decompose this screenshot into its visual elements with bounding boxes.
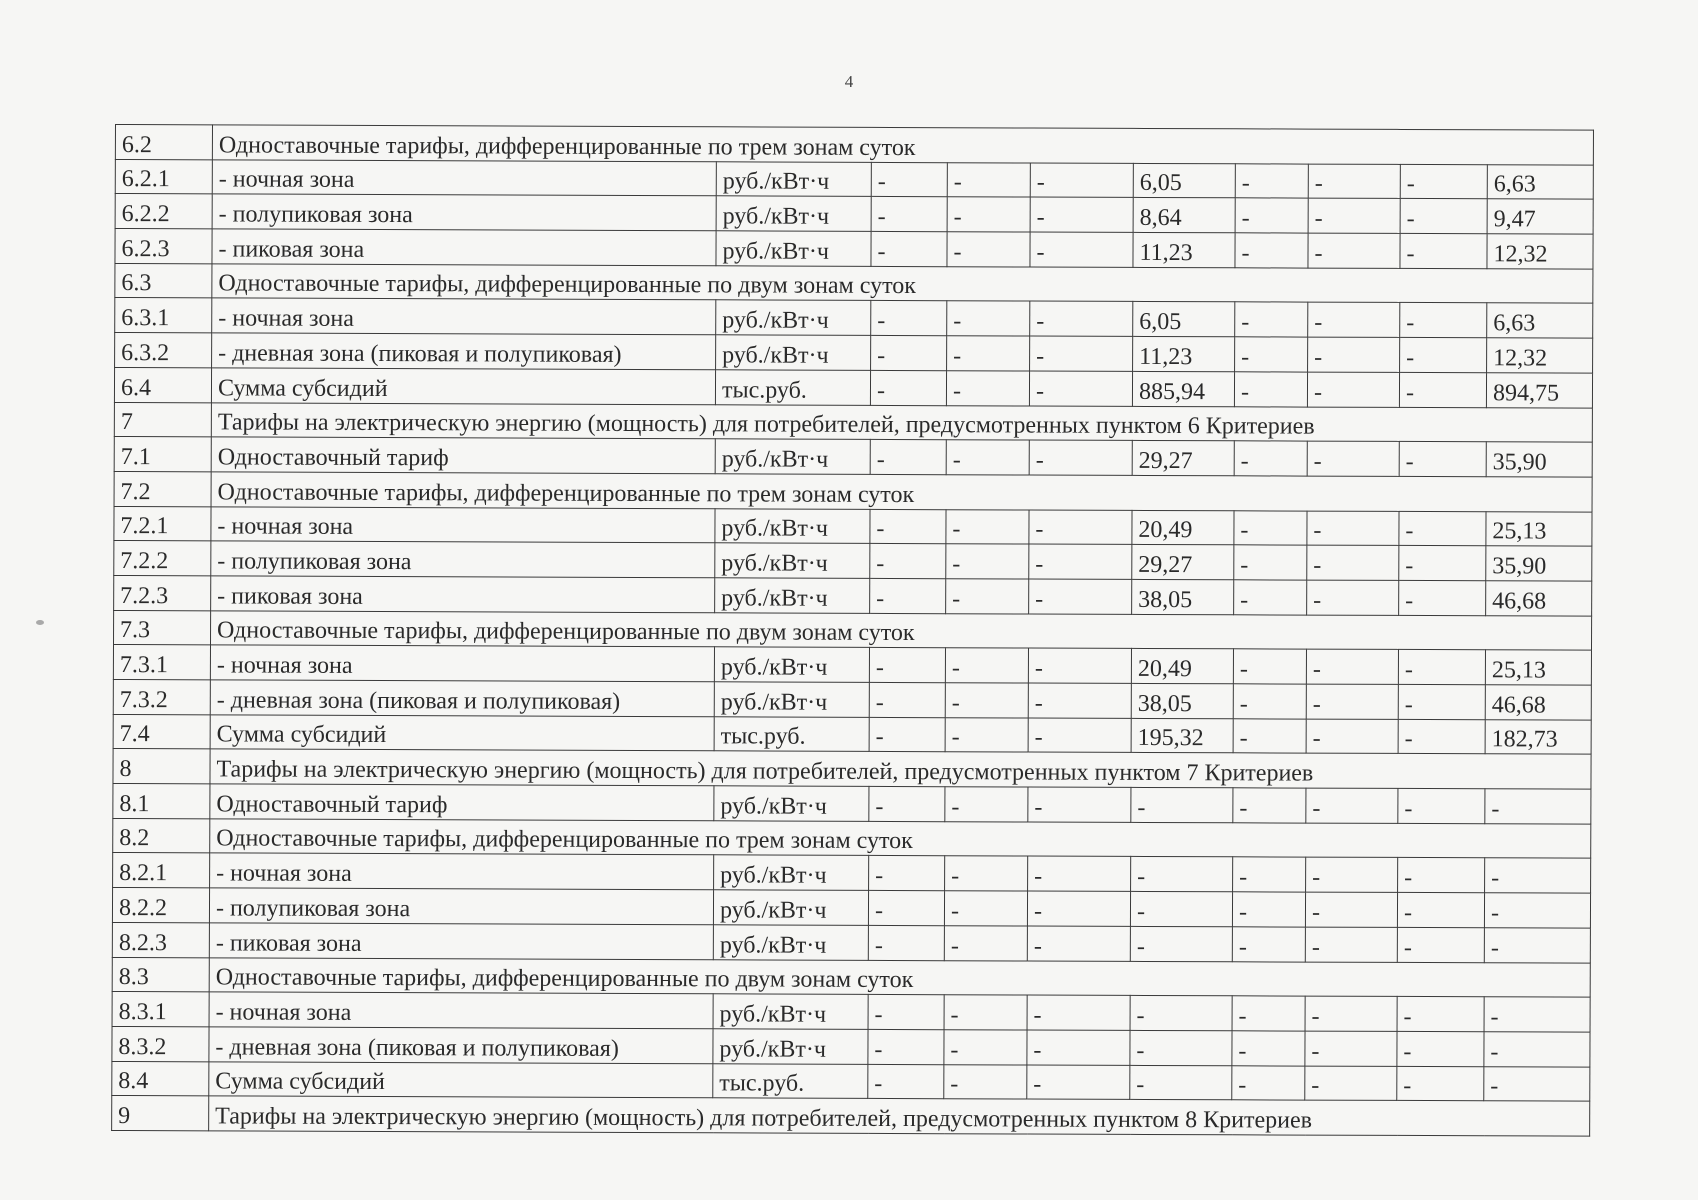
value-cell: 12,32 [1487, 234, 1593, 269]
value-cell: - [1233, 649, 1306, 684]
value-cell: - [1130, 996, 1232, 1031]
value-cell: 20,49 [1132, 510, 1234, 545]
value-cell: - [1484, 1032, 1590, 1067]
table-section-row [114, 471, 1592, 511]
value-cell: - [1030, 163, 1133, 198]
value-cell: - [870, 578, 946, 613]
value-cell: - [1398, 650, 1485, 685]
value-cell: 6,05 [1133, 163, 1235, 198]
value-cell: - [870, 440, 946, 475]
value-cell: 195,32 [1131, 718, 1233, 753]
value-cell: - [1130, 1065, 1232, 1100]
value-cell: - [947, 301, 1030, 336]
value-cell: - [945, 787, 1028, 822]
value-cell: - [871, 162, 947, 197]
row-label-cell: Одноставочный тариф [211, 437, 715, 474]
value-cell: - [1306, 858, 1398, 893]
value-cell: - [1232, 927, 1305, 962]
row-number-cell: 8.4 [112, 1061, 209, 1096]
row-number-cell: 8.2 [113, 818, 210, 853]
section-title-cell: Тарифы на электрическую энергию (мощность) для потребителей, предусмотренных пунктом 8 Критериев [209, 1096, 1590, 1136]
value-cell: - [870, 544, 946, 579]
row-number-cell: 7.2.1 [114, 506, 211, 541]
value-cell: - [871, 197, 947, 232]
table-row [113, 679, 1591, 719]
value-cell: - [947, 336, 1030, 371]
row-number-cell: 6.2.3 [115, 229, 212, 264]
value-cell: 894,75 [1486, 373, 1592, 408]
row-label-cell: - пиковая зона [209, 923, 713, 960]
value-cell: 25,13 [1486, 511, 1592, 546]
value-cell: - [1399, 511, 1486, 546]
value-cell: - [1029, 440, 1132, 475]
value-cell: - [1233, 684, 1306, 719]
value-cell: - [1398, 858, 1485, 893]
value-cell: - [1235, 233, 1308, 268]
row-label-cell: Сумма субсидий [210, 715, 714, 752]
value-cell: 11,23 [1133, 337, 1235, 372]
value-cell: - [1308, 198, 1400, 233]
row-number-cell: 6.2 [115, 125, 212, 160]
value-cell: - [1233, 718, 1306, 753]
value-cell: 9,47 [1487, 199, 1593, 234]
table-row [112, 888, 1590, 928]
value-cell: - [1232, 996, 1305, 1031]
value-cell: - [1027, 926, 1130, 961]
value-cell: - [946, 544, 1029, 579]
value-cell: - [1028, 683, 1131, 718]
row-number-cell: 8.3.2 [112, 1026, 209, 1061]
row-label-cell: - полупиковая зона [211, 541, 715, 578]
unit-cell: тыс.руб. [713, 1063, 868, 1098]
value-cell: - [1030, 301, 1133, 336]
table-row [112, 992, 1590, 1032]
row-number-cell: 9 [112, 1096, 209, 1131]
row-number-cell: 6.3.2 [115, 333, 212, 368]
value-cell: - [945, 683, 1028, 718]
value-cell: - [1399, 442, 1486, 477]
value-cell: - [1308, 303, 1400, 338]
value-cell: - [1028, 718, 1131, 753]
value-cell: - [1233, 857, 1306, 892]
value-cell: - [1398, 788, 1485, 823]
table-row [112, 922, 1590, 962]
value-cell: - [1030, 232, 1133, 267]
row-number-cell: 8.3.1 [112, 992, 209, 1027]
table-row [115, 229, 1593, 269]
value-cell: - [1484, 928, 1590, 963]
scan-speck [36, 620, 44, 625]
value-cell: 20,49 [1131, 649, 1233, 684]
value-cell: - [1130, 1030, 1232, 1065]
value-cell: - [1130, 926, 1232, 961]
row-number-cell: 8.3 [112, 957, 209, 992]
row-number-cell: 6.2.1 [115, 159, 212, 194]
value-cell: - [1131, 857, 1233, 892]
value-cell: - [1234, 510, 1307, 545]
value-cell: - [1399, 546, 1486, 581]
row-number-cell: 6.3 [115, 263, 212, 298]
table-section-row [112, 957, 1590, 997]
value-cell: - [1397, 927, 1484, 962]
value-cell: - [869, 717, 945, 752]
value-cell: - [946, 440, 1029, 475]
row-label-cell: - дневная зона (пиковая и полупиковая) [212, 333, 716, 370]
value-cell: - [1307, 545, 1399, 580]
value-cell: 46,68 [1485, 685, 1591, 720]
value-cell: - [946, 509, 1029, 544]
row-number-cell: 7.3 [114, 610, 211, 645]
row-number-cell: 8.2.1 [113, 853, 210, 888]
value-cell: - [1028, 648, 1131, 683]
section-title-cell: Одноставочные тарифы, дифференцированные по двум зонам суток [212, 264, 1593, 304]
value-cell: - [1484, 1066, 1590, 1101]
section-title-cell: Одноставочные тарифы, дифференцированные по двум зонам суток [209, 957, 1590, 997]
value-cell: - [1232, 1031, 1305, 1066]
value-cell: - [1307, 372, 1399, 407]
section-title-cell: Одноставочные тарифы, дифференцированные по трем зонам суток [210, 819, 1591, 859]
table-section-row [115, 263, 1593, 303]
table-row [113, 645, 1591, 685]
value-cell: - [1308, 233, 1400, 268]
unit-cell: руб./кВт·ч [713, 1029, 868, 1064]
row-number-cell: 6.3.1 [115, 298, 212, 333]
value-cell: - [1307, 441, 1399, 476]
value-cell: - [868, 995, 944, 1030]
page-number: 4 [844, 72, 854, 91]
value-cell: - [1029, 371, 1132, 406]
unit-cell: тыс.руб. [714, 716, 869, 751]
unit-cell: руб./кВт·ч [714, 855, 869, 890]
row-label-cell: - полупиковая зона [209, 888, 713, 925]
table-section-row [115, 125, 1593, 165]
row-label-cell: - пиковая зона [212, 229, 716, 266]
table-row [115, 159, 1593, 199]
value-cell: - [1308, 337, 1400, 372]
value-cell: 38,05 [1132, 579, 1234, 614]
value-cell: - [944, 926, 1027, 961]
value-cell: - [1397, 997, 1484, 1032]
table-row [113, 784, 1591, 824]
row-label-cell: - полупиковая зона [212, 194, 716, 231]
row-label-cell: - ночная зона [212, 160, 716, 197]
value-cell: - [1305, 1031, 1397, 1066]
value-cell: - [1399, 580, 1486, 615]
value-cell: - [1233, 788, 1306, 823]
value-cell: 38,05 [1131, 683, 1233, 718]
value-cell: - [1306, 649, 1398, 684]
row-number-cell: 8.2.2 [112, 888, 209, 923]
value-cell: - [1029, 510, 1132, 545]
section-title-cell: Тарифы на электрическую энергию (мощность) для потребителей, предусмотренных пунктом 6 Критериев [211, 402, 1592, 442]
unit-cell: руб./кВт·ч [715, 439, 870, 474]
value-cell: - [868, 1064, 944, 1099]
value-cell: 885,94 [1132, 371, 1234, 406]
value-cell: 6,05 [1133, 302, 1235, 337]
value-cell: 46,68 [1486, 581, 1592, 616]
unit-cell: руб./кВт·ч [713, 890, 868, 925]
row-label-cell: Сумма субсидий [209, 1061, 713, 1098]
value-cell: 8,64 [1133, 198, 1235, 233]
table-section-row [113, 749, 1591, 789]
value-cell: 29,27 [1132, 545, 1234, 580]
value-cell: - [869, 648, 945, 683]
value-cell: - [944, 1064, 1027, 1099]
value-cell: - [947, 197, 1030, 232]
value-cell: 6,63 [1487, 164, 1593, 199]
value-cell: - [1306, 719, 1398, 754]
value-cell: - [1484, 997, 1590, 1032]
row-label-cell: Сумма субсидий [211, 368, 715, 405]
value-cell: - [1234, 372, 1307, 407]
value-cell: - [1235, 163, 1308, 198]
table-row [112, 1061, 1590, 1101]
table-row [114, 367, 1592, 407]
value-cell: - [1131, 787, 1233, 822]
unit-cell: руб./кВт·ч [714, 786, 869, 821]
value-cell: - [871, 301, 947, 336]
value-cell: - [870, 509, 946, 544]
value-cell: - [1400, 199, 1487, 234]
section-title-cell: Тарифы на электрическую энергию (мощность) для потребителей, предусмотренных пунктом 7 Критериев [210, 749, 1591, 789]
value-cell: - [1028, 856, 1131, 891]
value-cell: - [1232, 1065, 1305, 1100]
row-label-cell: - ночная зона [210, 645, 714, 682]
table-section-row [112, 1096, 1590, 1136]
value-cell: 35,90 [1486, 546, 1592, 581]
unit-cell: руб./кВт·ч [716, 161, 871, 196]
unit-cell: руб./кВт·ч [716, 196, 871, 231]
row-number-cell: 7.2.3 [114, 575, 211, 610]
unit-cell: руб./кВт·ч [714, 682, 869, 717]
row-label-cell: - ночная зона [212, 298, 716, 335]
value-cell: - [871, 336, 947, 371]
unit-cell: руб./кВт·ч [713, 994, 868, 1029]
row-label-cell: - дневная зона (пиковая и полупиковая) [209, 1027, 713, 1064]
value-cell: - [1308, 164, 1400, 199]
value-cell: - [1235, 337, 1308, 372]
row-number-cell: 8 [113, 749, 210, 784]
unit-cell: тыс.руб. [715, 370, 870, 405]
value-cell: - [1400, 164, 1487, 199]
row-label-cell: - ночная зона [211, 506, 715, 543]
value-cell: - [1484, 893, 1590, 928]
row-number-cell: 7.2.2 [114, 541, 211, 576]
value-cell: 182,73 [1485, 719, 1591, 754]
value-cell: - [1399, 372, 1486, 407]
table-row [115, 194, 1593, 234]
value-cell: - [1307, 580, 1399, 615]
value-cell: - [1029, 579, 1132, 614]
value-cell: - [945, 717, 1028, 752]
value-cell: - [869, 856, 945, 891]
value-cell: - [1398, 719, 1485, 754]
unit-cell: руб./кВт·ч [713, 925, 868, 960]
value-cell: - [1030, 336, 1133, 371]
unit-cell: руб./кВт·ч [716, 300, 871, 335]
row-label-cell: - пиковая зона [211, 576, 715, 613]
value-cell: - [945, 648, 1028, 683]
table-row [115, 333, 1593, 373]
value-cell: - [870, 370, 946, 405]
table-row [115, 298, 1593, 338]
section-title-cell: Одноставочные тарифы, дифференцированные по трем зонам суток [211, 472, 1592, 512]
table-section-row [113, 818, 1591, 858]
row-label-cell: - дневная зона (пиковая и полупиковая) [210, 680, 714, 717]
row-label-cell: - ночная зона [210, 853, 714, 890]
unit-cell: руб./кВт·ч [715, 578, 870, 613]
value-cell: 6,63 [1487, 303, 1593, 338]
value-cell: - [1232, 892, 1305, 927]
value-cell: 35,90 [1486, 442, 1592, 477]
row-number-cell: 7.1 [114, 437, 211, 472]
value-cell: - [944, 1030, 1027, 1065]
value-cell: - [1485, 858, 1591, 893]
row-number-cell: 6.4 [114, 367, 211, 402]
value-cell: - [868, 1029, 944, 1064]
value-cell: - [1305, 892, 1397, 927]
row-label-cell: Одноставочный тариф [210, 784, 714, 821]
value-cell: - [1305, 996, 1397, 1031]
value-cell: - [871, 231, 947, 266]
value-cell: - [1305, 1066, 1397, 1101]
section-title-cell: Одноставочные тарифы, дифференцированные по двум зонам суток [210, 610, 1591, 650]
value-cell: - [869, 786, 945, 821]
table-row [114, 541, 1592, 581]
row-number-cell: 7 [114, 402, 211, 437]
value-cell: - [1027, 1065, 1130, 1100]
value-cell: - [946, 579, 1029, 614]
value-cell: - [1234, 441, 1307, 476]
value-cell: - [1234, 580, 1307, 615]
unit-cell: руб./кВт·ч [715, 508, 870, 543]
value-cell: - [1306, 684, 1398, 719]
row-label-cell: - ночная зона [209, 992, 713, 1029]
value-cell: - [947, 232, 1030, 267]
value-cell: 11,23 [1133, 232, 1235, 267]
value-cell: - [1027, 995, 1130, 1030]
value-cell: - [1400, 303, 1487, 338]
unit-cell: руб./кВт·ч [716, 335, 871, 370]
table-row [114, 506, 1592, 546]
value-cell: - [1029, 544, 1132, 579]
table-row [113, 853, 1591, 893]
value-cell: - [944, 995, 1027, 1030]
unit-cell: руб./кВт·ч [714, 647, 869, 682]
value-cell: - [1027, 1030, 1130, 1065]
row-number-cell: 7.3.1 [113, 645, 210, 680]
value-cell: - [945, 856, 1028, 891]
tariff-table [111, 124, 1594, 1137]
value-cell: - [1234, 545, 1307, 580]
value-cell: - [1397, 1031, 1484, 1066]
value-cell: - [1307, 511, 1399, 546]
table-row [114, 575, 1592, 615]
value-cell: - [1130, 892, 1232, 927]
value-cell: - [944, 891, 1027, 926]
value-cell: - [869, 682, 945, 717]
value-cell: - [1397, 893, 1484, 928]
row-number-cell: 8.2.3 [112, 922, 209, 957]
table-section-row [114, 610, 1592, 650]
table-row [114, 437, 1592, 477]
value-cell: - [947, 162, 1030, 197]
value-cell: - [1400, 338, 1487, 373]
row-number-cell: 7.2 [114, 471, 211, 506]
row-number-cell: 8.1 [113, 784, 210, 819]
tariff-table-container [111, 124, 1593, 1137]
table-row [113, 714, 1591, 754]
row-number-cell: 6.2.2 [115, 194, 212, 229]
value-cell: - [946, 371, 1029, 406]
unit-cell: руб./кВт·ч [715, 543, 870, 578]
section-title-cell: Одноставочные тарифы, дифференцированные по трем зонам суток [212, 125, 1593, 165]
value-cell: - [1398, 684, 1485, 719]
value-cell: 12,32 [1487, 338, 1593, 373]
value-cell: - [1030, 197, 1133, 232]
value-cell: - [1027, 891, 1130, 926]
value-cell: - [1235, 198, 1308, 233]
value-cell: - [1397, 1066, 1484, 1101]
value-cell: - [1306, 788, 1398, 823]
value-cell: - [1028, 787, 1131, 822]
row-number-cell: 7.3.2 [113, 679, 210, 714]
value-cell: 29,27 [1132, 441, 1234, 476]
value-cell: - [1235, 302, 1308, 337]
value-cell: - [868, 891, 944, 926]
value-cell: - [1305, 927, 1397, 962]
table-section-row [114, 402, 1592, 442]
value-cell: - [1485, 789, 1591, 824]
table-row [112, 1026, 1590, 1066]
value-cell: - [1400, 233, 1487, 268]
value-cell: - [868, 925, 944, 960]
value-cell: 25,13 [1485, 650, 1591, 685]
row-number-cell: 7.4 [113, 714, 210, 749]
table-body [112, 125, 1594, 1137]
unit-cell: руб./кВт·ч [716, 231, 871, 266]
